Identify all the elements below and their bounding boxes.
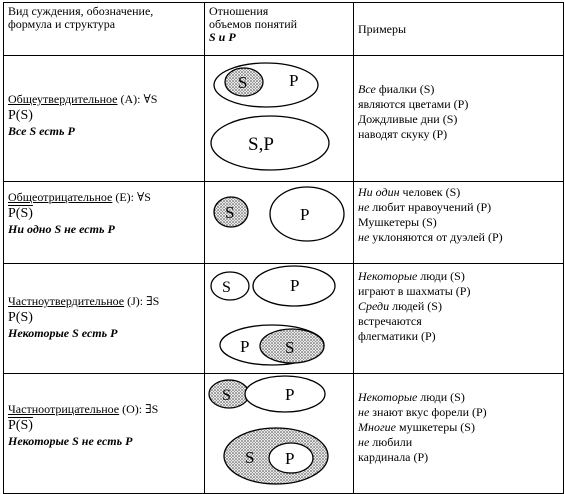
p-label: P [290,276,300,295]
judgment-structure: Ни одно S не есть P [8,222,115,236]
euler-diagram-e [205,182,353,258]
p-label: P [300,205,310,224]
diagram-cell-a [205,56,354,182]
header-col-judgment-text: Вид суждения, обозначение, формула и структура [8,4,154,31]
example-line: не любит нравоучений (P) [358,200,492,214]
judgment-name: Частноотрицательное [8,402,120,416]
judgment-structure: Некоторые S есть P [8,326,118,340]
judgment-j [8,294,202,341]
header-row [4,3,564,56]
header-col-relations [205,3,354,56]
judgment-code: (E): ∀S [112,190,151,204]
judgment-cell-e [4,182,205,264]
example-line: наводят скуку (P) [358,127,448,141]
sp-label: S,P [248,134,274,155]
judgment-code: (A): ∀S [117,92,158,106]
euler-diagram-a [205,56,353,176]
judgment-name: Общеутвердительное [8,92,118,106]
example-line: не уклоняются от дуэлей (P) [358,230,503,244]
judgment-structure: Все S есть P [8,124,75,138]
diagram-cell-e [205,182,354,264]
table-row-o [4,374,564,494]
header-col-relations-sp: S и P [209,30,236,44]
s-label-2: S [285,338,295,357]
s-label: S [222,279,231,296]
examples-a [358,82,562,142]
example-line: Мушкетеры (S) [358,215,437,229]
judgment-code: (J): ∃S [124,294,160,308]
example-line: Ни один человек (S) [358,185,461,199]
header-col-judgment [4,3,205,56]
diagram-cell-j [205,264,354,374]
judgment-structure: Некоторые S не есть P [8,434,133,448]
table-row-e [4,182,564,264]
p-label-2: P [240,337,250,356]
examples-cell-a [354,56,564,182]
judgment-cell-a [4,56,205,182]
example-line: Многие мушкетеры (S) [358,420,475,434]
examples-j [358,269,562,344]
example-line: встречаются [358,314,422,328]
example-line: кардинала (P) [358,450,429,464]
s-label-2: S [245,448,255,467]
header-col-examples [354,3,564,56]
p-label: P [289,71,299,90]
judgments-table [3,2,564,494]
judgment-a [8,92,202,139]
euler-diagram-o [205,374,353,488]
judgment-formula: P(S) [8,418,33,433]
table-row-a [4,56,564,182]
judgment-formula: P(S) [8,310,33,325]
example-line: Все фиалки (S) [358,82,435,96]
diagram-cell-o [205,374,354,494]
judgment-name: Общеотрицательное [8,190,113,204]
judgment-code: (O): ∃S [119,402,159,416]
judgment-formula: P(S) [8,206,33,221]
examples-e [358,185,562,245]
example-line: являются цветами (P) [358,97,469,111]
example-line: Некоторые люди (S) [358,390,465,404]
header-col-relations-line2: объемов понятий [209,17,298,31]
judgment-formula: P(S) [8,108,33,123]
example-line: флегматики (P) [358,329,436,343]
p-label-2: P [285,449,295,468]
judgment-cell-o [4,374,205,494]
judgment-name: Частноутвердительное [8,294,125,308]
judgment-cell-j [4,264,205,374]
s-label: S [222,387,231,404]
example-line: Дождливые дни (S) [358,112,458,126]
examples-o [358,390,562,465]
examples-cell-o [354,374,564,494]
table-row-j [4,264,564,374]
s-label: S [238,73,248,92]
example-line: не знают вкус форели (P) [358,405,487,419]
p-label: P [285,385,295,404]
judgment-e [8,190,202,237]
euler-diagram-j [205,264,353,368]
examples-cell-j [354,264,564,374]
example-line: не любили [358,435,413,449]
s-label: S [225,203,235,222]
examples-cell-e [354,182,564,264]
header-col-examples-text: Примеры [358,22,407,36]
judgment-o [8,402,202,449]
example-line: Некоторые люди (S) [358,269,465,283]
example-line: Среди людей (S) [358,299,442,313]
example-line: играют в шахматы (P) [358,284,471,298]
header-col-relations-line1: Отношения [209,4,269,18]
